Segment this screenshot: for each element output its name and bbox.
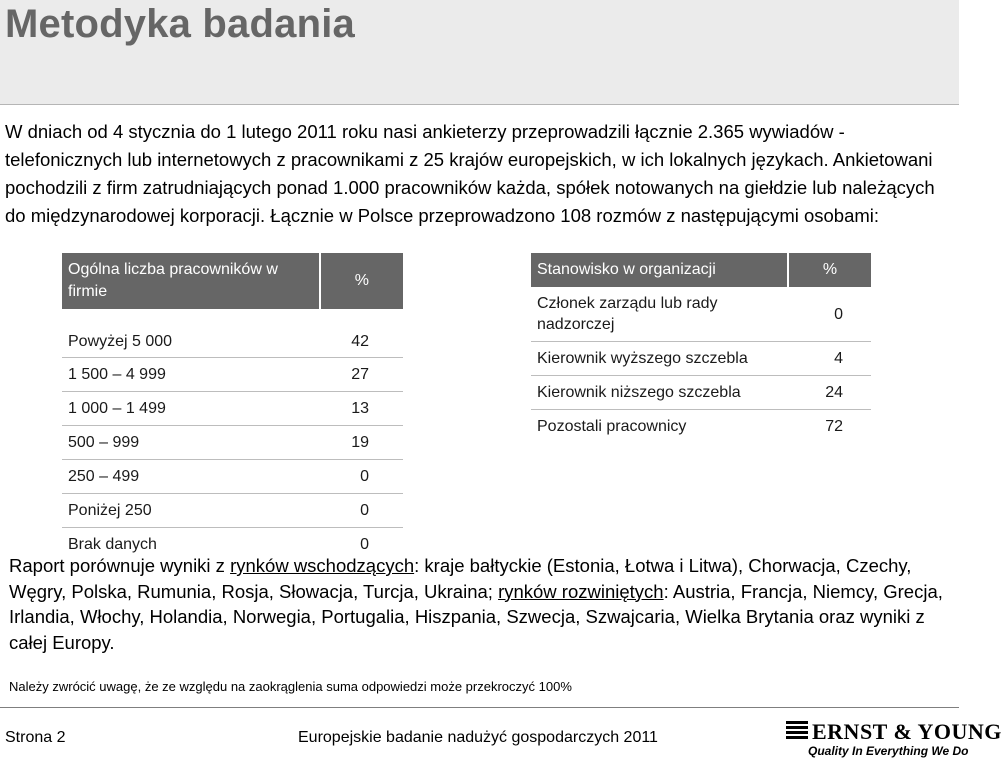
row-value: 0	[320, 494, 403, 528]
row-label: Brak danych	[68, 535, 157, 553]
table-row	[62, 494, 403, 528]
row-value: 42	[320, 309, 403, 358]
row-label: 250 – 499	[62, 460, 320, 494]
table-row	[62, 309, 403, 358]
table-row	[531, 376, 871, 410]
table-row	[531, 342, 871, 376]
table-row	[62, 426, 403, 460]
logo-bars-icon	[786, 721, 808, 739]
position-table-header-label: Stanowisko w organizacji	[531, 253, 788, 287]
page-title: Metodyka badania	[5, 2, 355, 46]
row-label: Kierownik wyższego szczebla	[531, 342, 788, 376]
rounding-note: Należy zwrócić uwagę, że ze względu na zaokrąglenia suma odpowiedzi może przekroczyć 100%	[9, 679, 572, 694]
row-value: 0	[320, 460, 403, 494]
table-row	[531, 287, 871, 342]
row-label: Pozostali pracownicy	[537, 417, 687, 435]
employees-table	[62, 253, 403, 561]
position-table	[531, 253, 871, 443]
emerging-markets-link[interactable]: rynków wschodzących	[230, 555, 415, 576]
report-text-2: : kraje bałtyckie (Estonia, Łotwa i Litwa), Chorwacja, Czechy, Węgry, Polska, Rumunia, Rosja, Słowacja, Turcja, Ukraina;	[9, 555, 912, 602]
report-paragraph	[9, 553, 954, 655]
table-row	[62, 392, 403, 426]
row-label: 500 – 999	[62, 426, 320, 460]
row-value: 0	[360, 535, 369, 553]
employees-table-header-label: Ogólna liczba pracowników w firmie	[62, 253, 320, 309]
intro-paragraph: W dniach od 4 stycznia do 1 lutego 2011 roku nasi ankieterzy przeprowadzili łącznie 2.365 wywiadów - telefonicznych lub internetowych z pracownikami z 25 krajów europejskich, w ich lokalnych językach. Ankietowani pochodzili z firm zatrudniających ponad 1.000 pracowników każda, spółek notowanych na giełdzie lub należących do międzynarodowej korporacji. Łącznie w Polsce przeprowadzono 108 rozmów z następującymi osobami:	[5, 121, 935, 226]
footer-title: Europejskie badanie nadużyć gospodarczych 2011	[298, 729, 658, 746]
row-value: 72	[825, 417, 843, 435]
position-table-header-pct: %	[788, 253, 871, 287]
table-row	[62, 358, 403, 392]
logo-tagline: Quality In Everything We Do	[808, 744, 969, 758]
row-label: Powyżej 5 000	[62, 309, 320, 358]
row-label: Poniżej 250	[62, 494, 320, 528]
logo-name: ERNST & YOUNG	[812, 719, 1002, 744]
title-bar	[0, 0, 959, 105]
employees-table-header-pct: %	[320, 253, 403, 309]
ernst-young-logo	[786, 719, 1002, 761]
row-label: 1 000 – 1 499	[62, 392, 320, 426]
row-value: 27	[320, 358, 403, 392]
footer-divider	[0, 707, 959, 708]
row-value: 13	[320, 392, 403, 426]
developed-markets-link[interactable]: rynków rozwiniętych	[498, 580, 664, 602]
table-row	[62, 460, 403, 494]
row-value: 0	[788, 287, 871, 342]
table-row	[531, 410, 871, 444]
report-text-1: Raport porównuje wyniki z	[9, 555, 231, 576]
row-label: Członek zarządu lub rady nadzorczej	[531, 287, 788, 342]
row-value: 24	[788, 376, 871, 410]
report-text-3: : Austria, Francja, Niemcy, Grecja, Irlandia, Włochy, Holandia, Norwegia, Portugalia, Hiszpania, Szwecja, Szwajcaria, Wielka Brytania oraz wyniki z całej Europy.	[9, 580, 943, 653]
row-label: 1 500 – 4 999	[62, 358, 320, 392]
page-number: Strona 2	[5, 729, 66, 746]
row-label: Kierownik niższego szczebla	[531, 376, 788, 410]
row-value: 19	[320, 426, 403, 460]
row-value: 4	[788, 342, 871, 376]
